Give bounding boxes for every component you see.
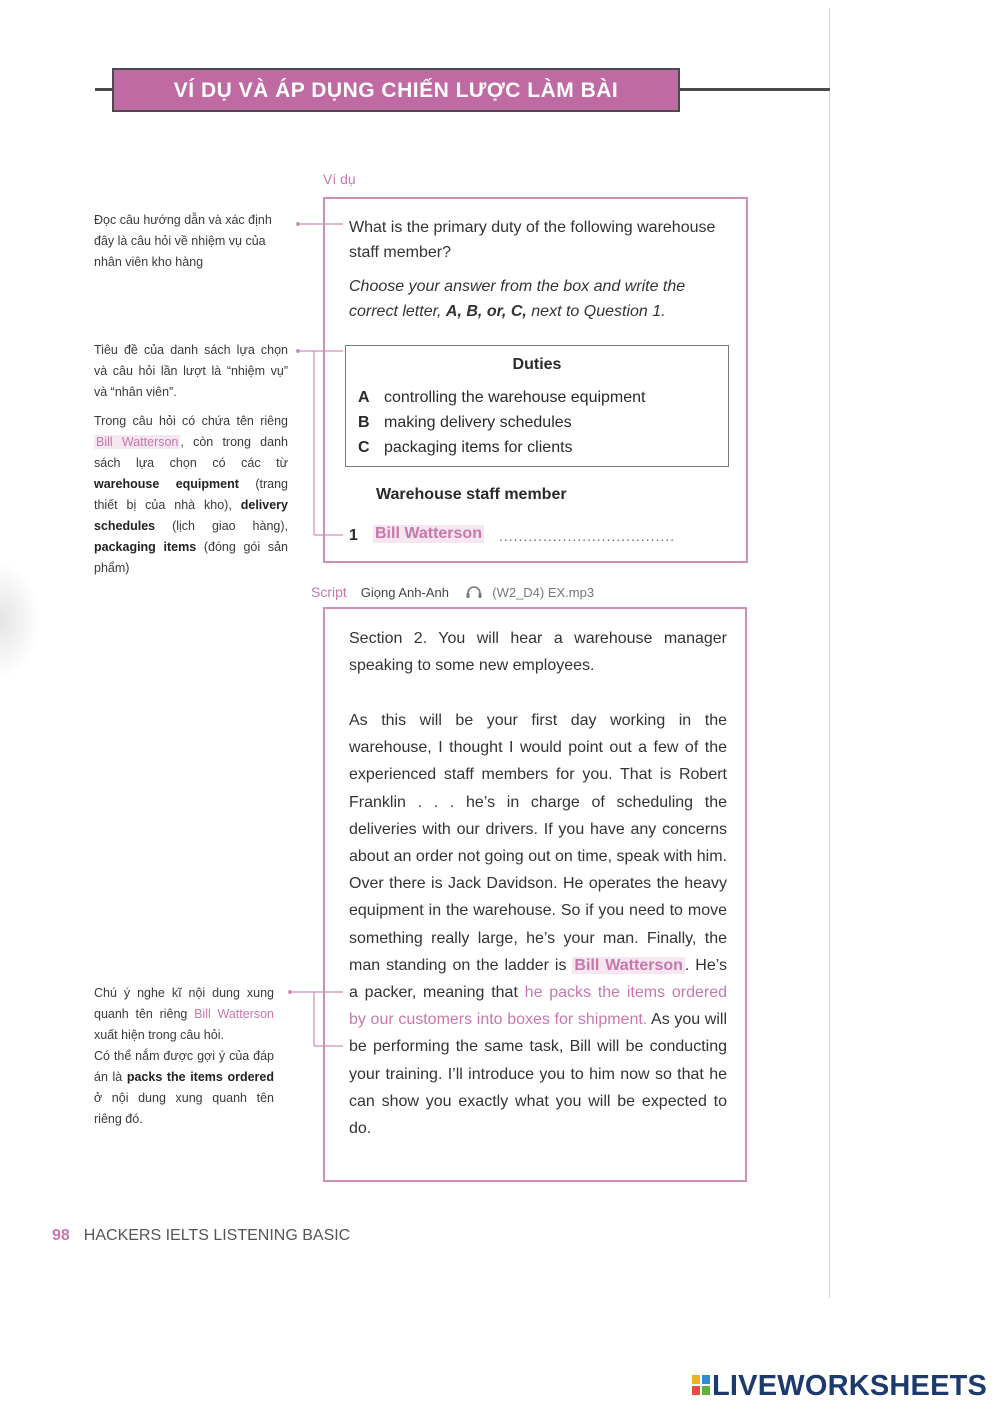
page-footer <box>52 1227 350 1245</box>
title-banner <box>112 68 680 112</box>
script-answer-hint: he packs the items ordered by our customers into boxes for shipment. <box>349 984 727 1029</box>
script-body: As this will be your first day working in the warehouse, I thought I would point out a few of the experienced staff members for you. That is Robert Franklin . . . he’s in charge of scheduling the deliveries with our drivers. If you have any concerns about an order not going out on time, speak with him. Over there is Jack Davidson. He operates the heavy equipment in the warehouse. So if you need to move something really large, he’s your man. Finally, the man standing on the ladder is Bill Watterson . He’s a packer, meaning that he packs the items ordered by our customers into boxes for shipment. As you will be performing the same task, Bill will be conducting your training. I’ll introduce you to him now so that he can show you exactly what you will be expected to do. <box>349 712 728 1138</box>
page-right-edge <box>829 8 830 1298</box>
question-number: 1 <box>349 527 358 544</box>
note-list-title: Tiêu đề của danh sách lựa chọn và câu hỏi lần lượt là “nhiệm vụ” và “nhân viên”. <box>94 343 288 399</box>
liveworksheets-logo-icon <box>692 1375 710 1395</box>
page-edge-shadow <box>0 560 40 680</box>
note-keywords: Trong câu hỏi có chứa tên riêng Bill Watterson , còn trong danh sách lựa chọn có các từ warehouse equipment (trang thiết bị của nhà kho), delivery schedules (lịch giao hàng), packaging items (đóng gói sản phẩm) <box>94 414 288 575</box>
duty-option: B making delivery schedules <box>358 414 572 431</box>
script-box <box>323 607 747 1182</box>
brand-name: LIVEWORKSHEETS <box>712 1370 988 1402</box>
example-label: Ví dụ <box>323 171 356 187</box>
book-title: HACKERS IELTS LISTENING BASIC <box>83 1227 351 1244</box>
page-number: 98 <box>52 1227 70 1244</box>
script-label: Script <box>311 584 347 600</box>
answer-blank[interactable]: .................................... <box>499 528 676 544</box>
duties-title: Duties <box>512 356 562 373</box>
highlight-name: Bill Watterson <box>96 435 179 449</box>
script-intro: Section 2. You will hear a warehouse manager speaking to some new employees. <box>349 630 727 674</box>
question-box <box>323 197 748 563</box>
page-title: VÍ DỤ VÀ ÁP DỤNG CHIẾN LƯỢC LÀM BÀI <box>173 79 619 102</box>
question-text: What is the primary duty of the following warehouse staff member? <box>349 219 716 261</box>
duty-option: C packaging items for clients <box>358 439 573 456</box>
script-header <box>311 584 594 600</box>
headphones-icon <box>465 585 483 599</box>
accent-label: Giọng Anh-Anh <box>360 585 449 600</box>
question-instruction: Choose your answer from the box and write the correct letter, A, B, or, C, next to Question 1. <box>349 278 686 320</box>
duty-option: A controlling the warehouse equipment <box>358 389 646 406</box>
note-instruction: Đọc câu hướng dẫn và xác định đây là câu hỏi về nhiệm vụ của nhân viên kho hàng <box>94 213 272 269</box>
note-listening-tip: Chú ý nghe kĩ nội dung xung quanh tên riêng Bill Watterson xuất hiện trong câu hỏi. Có thể nắm được gợi ý của đáp án là packs the items ordered ở nội dung xung quanh tên riêng đó. <box>94 986 274 1126</box>
highlight-name: Bill Watterson <box>194 1007 274 1021</box>
duties-box <box>345 345 729 467</box>
audio-file: (W2_D4) EX.mp3 <box>492 585 595 600</box>
question-staff-name: Bill Watterson <box>375 525 482 542</box>
staff-title: Warehouse staff member <box>376 486 567 503</box>
script-highlight-name: Bill Watterson <box>574 956 683 974</box>
